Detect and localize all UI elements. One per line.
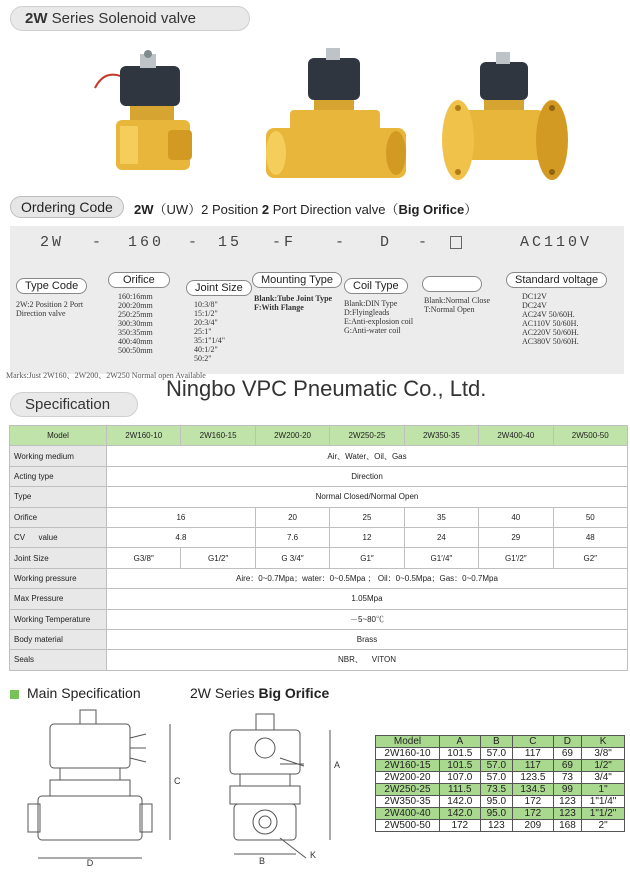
dim-cell: 123 bbox=[480, 820, 513, 832]
dim-cell: 99 bbox=[553, 784, 582, 796]
spec-header-cell: 2W250-25 bbox=[330, 426, 404, 446]
code-dash: - bbox=[188, 234, 201, 251]
green-square-icon bbox=[10, 690, 19, 699]
ordering-part3: 2 bbox=[261, 202, 270, 217]
company-name: Ningbo VPC Pneumatic Co., Ltd. bbox=[166, 376, 487, 401]
code-160: 160 bbox=[128, 234, 165, 251]
spec-row-type bbox=[10, 487, 628, 507]
spec-value: 50 bbox=[553, 507, 627, 527]
note-line: G:Anti-water coil bbox=[344, 326, 401, 335]
dim-cell: 2W160-10 bbox=[376, 748, 440, 760]
dim-header-cell: D bbox=[553, 736, 582, 748]
spec-label: Max Pressure bbox=[10, 589, 107, 609]
spec-value: 35 bbox=[404, 507, 478, 527]
specification-table bbox=[9, 425, 628, 671]
orifice-notes bbox=[118, 292, 153, 355]
spec-label: Working pressure bbox=[10, 568, 107, 588]
big-orifice-title bbox=[190, 685, 329, 701]
code-dash: - bbox=[418, 234, 431, 251]
spec-header-cell: 2W160-10 bbox=[107, 426, 181, 446]
normal-state-notes bbox=[424, 296, 490, 314]
dim-a-label: A bbox=[334, 760, 341, 770]
spec-header-cell: 2W500-50 bbox=[553, 426, 627, 446]
spec-row-acting-type bbox=[10, 466, 628, 486]
spec-value: 25 bbox=[330, 507, 404, 527]
dim-cell: 1" bbox=[582, 784, 625, 796]
dim-row bbox=[376, 760, 625, 772]
dim-cell: 209 bbox=[513, 820, 554, 832]
dim-cell: 2W400-40 bbox=[376, 808, 440, 820]
note-line: Blank:Normal Close bbox=[424, 296, 490, 305]
dim-cell: 1"1/4" bbox=[582, 796, 625, 808]
spec-value: 7.6 bbox=[255, 527, 329, 547]
note-line: 200:20mm bbox=[118, 301, 153, 310]
note-line: 350:35mm bbox=[118, 328, 153, 337]
spec-header-cell: 2W200-20 bbox=[255, 426, 329, 446]
spec-label: Joint Size bbox=[10, 548, 107, 568]
spec-label: Working Temperature bbox=[10, 609, 107, 629]
dim-b-label: B bbox=[258, 856, 266, 866]
note-line: 160:16mm bbox=[118, 292, 153, 301]
dim-cell: 117 bbox=[513, 748, 554, 760]
dim-cell: 57.0 bbox=[480, 772, 513, 784]
note-line: DC12V bbox=[522, 292, 547, 301]
code-d: D bbox=[380, 234, 393, 251]
note-line: DC24V bbox=[522, 301, 547, 310]
note-line: 15:1/2" bbox=[194, 309, 218, 318]
spec-label: CV value bbox=[10, 527, 107, 547]
spec-value: 48 bbox=[553, 527, 627, 547]
dim-row bbox=[376, 820, 625, 832]
ordering-part5: Big Orifice bbox=[398, 202, 465, 217]
note-line: 500:50mm bbox=[118, 346, 153, 355]
valve-photo-flange bbox=[440, 50, 570, 190]
spec-header-cell: Model bbox=[10, 426, 107, 446]
note-line: 2W:2 Position 2 Port bbox=[16, 300, 84, 309]
dim-cell: 168 bbox=[553, 820, 582, 832]
dim-cell: 2W200-20 bbox=[376, 772, 440, 784]
ordering-part6: ） bbox=[464, 202, 478, 217]
spec-label: Orifice bbox=[10, 507, 107, 527]
code-f: -F bbox=[272, 234, 297, 251]
spec-label: Type bbox=[10, 487, 107, 507]
note-line: 400:40mm bbox=[118, 337, 153, 346]
dim-k-label: K bbox=[310, 850, 317, 860]
dim-cell: 142.0 bbox=[440, 808, 481, 820]
dim-cell: 1/2" bbox=[582, 760, 625, 772]
spec-value: G3/8″ bbox=[107, 548, 181, 568]
note-line: 10:3/8" bbox=[194, 300, 218, 309]
valve-photo-small bbox=[90, 48, 220, 188]
spec-row-working-temperature bbox=[10, 609, 628, 629]
spec-label: Acting type bbox=[10, 466, 107, 486]
spec-row-orifice bbox=[10, 507, 628, 527]
dim-cell: 117 bbox=[513, 760, 554, 772]
dim-row bbox=[376, 748, 625, 760]
dim-cell: 123.5 bbox=[513, 772, 554, 784]
specification-title: Specification bbox=[10, 392, 138, 417]
dim-row bbox=[376, 784, 625, 796]
dim-cell: 73.5 bbox=[480, 784, 513, 796]
spec-value: 1.05Mpa bbox=[107, 589, 628, 609]
dim-header-cell: B bbox=[480, 736, 513, 748]
note-line: 50:2" bbox=[194, 354, 212, 363]
valve-photo-medium bbox=[260, 48, 410, 188]
spec-value: G1″ bbox=[330, 548, 404, 568]
ordering-part1: 2W bbox=[134, 202, 154, 217]
dim-cell: 172 bbox=[440, 820, 481, 832]
dim-row bbox=[376, 796, 625, 808]
spec-value: Normal Closed/Normal Open bbox=[107, 487, 628, 507]
note-line: 250:25mm bbox=[118, 310, 153, 319]
tag-joint-size: Joint Size bbox=[186, 280, 252, 296]
dim-d-label: D bbox=[86, 858, 94, 868]
spec-header-cell: 2W350-35 bbox=[404, 426, 478, 446]
spec-value: Brass bbox=[107, 629, 628, 649]
ordering-code-line bbox=[10, 196, 620, 218]
dim-cell: 1"1/2" bbox=[582, 808, 625, 820]
spec-row-seals bbox=[10, 650, 628, 670]
ordering-code-breakdown bbox=[10, 226, 624, 374]
spec-row-working-medium bbox=[10, 446, 628, 466]
note-line: T:Normal Open bbox=[424, 305, 475, 314]
voltage-notes bbox=[522, 292, 579, 346]
dim-row bbox=[376, 772, 625, 784]
dim-cell: 101.5 bbox=[440, 760, 481, 772]
note-line: AC220V 50/60H. bbox=[522, 328, 579, 337]
spec-value: G1′/2″ bbox=[479, 548, 553, 568]
main-spec-title bbox=[10, 685, 141, 701]
dimension-table bbox=[375, 735, 625, 832]
dim-cell: 172 bbox=[513, 808, 554, 820]
note-line: AC110V 50/60H. bbox=[522, 319, 579, 328]
dim-cell: 172 bbox=[513, 796, 554, 808]
note-line: 35:1"1/4" bbox=[194, 336, 225, 345]
dim-header-cell: A bbox=[440, 736, 481, 748]
dim-cell: 123 bbox=[553, 796, 582, 808]
dim-cell: 57.0 bbox=[480, 748, 513, 760]
note-line: 25:1" bbox=[194, 327, 212, 336]
tag-standard-voltage: Standard voltage bbox=[506, 272, 607, 288]
tag-coil-type: Coil Type bbox=[344, 278, 408, 294]
spec-value: Air、Water、Oil、Gas bbox=[107, 446, 628, 466]
spec-label: Seals bbox=[10, 650, 107, 670]
spec-row-max-pressure bbox=[10, 589, 628, 609]
spec-label: Body material bbox=[10, 629, 107, 649]
marks-note: Marks:Just 2W160、2W200、2W250 Normal open Available bbox=[6, 371, 206, 380]
note-line: AC380V 50/60H. bbox=[522, 337, 579, 346]
spec-value: NBR、 VITON bbox=[107, 650, 628, 670]
spec-label: Working medium bbox=[10, 446, 107, 466]
dim-header-cell: C bbox=[513, 736, 554, 748]
code-15: 15 bbox=[218, 234, 243, 251]
dim-cell: 95.0 bbox=[480, 808, 513, 820]
spec-row-cv bbox=[10, 527, 628, 547]
spec-value: 20 bbox=[255, 507, 329, 527]
code-dash: - bbox=[92, 234, 105, 251]
dim-cell: 111.5 bbox=[440, 784, 481, 796]
dim-cell: 2" bbox=[582, 820, 625, 832]
product-photos bbox=[80, 48, 580, 198]
dim-header-cell: Model bbox=[376, 736, 440, 748]
code-voltage: AC110V bbox=[520, 234, 593, 251]
ordering-code-label: Ordering Code bbox=[10, 196, 124, 218]
note-line: AC24V 50/60H. bbox=[522, 310, 575, 319]
dim-cell: 134.5 bbox=[513, 784, 554, 796]
spec-value: 4.8 bbox=[107, 527, 256, 547]
spec-value: 16 bbox=[107, 507, 256, 527]
note-line: 300:30mm bbox=[118, 319, 153, 328]
valve-drawing-front bbox=[20, 708, 180, 868]
spec-row-body-material bbox=[10, 629, 628, 649]
dim-c-label: C bbox=[174, 776, 180, 786]
spec-value: G1/2″ bbox=[181, 548, 255, 568]
mounting-type-notes bbox=[254, 294, 332, 312]
dim-cell: 57.0 bbox=[480, 760, 513, 772]
note-line: 40:1/2" bbox=[194, 345, 218, 354]
dim-cell: 2W250-25 bbox=[376, 784, 440, 796]
spec-header-cell: 2W160-15 bbox=[181, 426, 255, 446]
note-line: E:Anti-explosion coil bbox=[344, 317, 414, 326]
dim-cell: 142.0 bbox=[440, 796, 481, 808]
tag-blank bbox=[422, 276, 482, 292]
dim-cell: 3/8" bbox=[582, 748, 625, 760]
dim-cell: 101.5 bbox=[440, 748, 481, 760]
spec-value: G1′/4″ bbox=[404, 548, 478, 568]
spec-row-working-pressure bbox=[10, 568, 628, 588]
dim-cell: 2W160-15 bbox=[376, 760, 440, 772]
note-line: 20:3/4" bbox=[194, 318, 218, 327]
code-blank-box bbox=[450, 236, 462, 249]
joint-size-notes bbox=[194, 300, 225, 363]
note-line: Blank:DIN Type bbox=[344, 299, 398, 308]
code-2w: 2W bbox=[40, 234, 65, 251]
note-line: Blank:Tube Joint Type bbox=[254, 294, 333, 303]
note-line: Direction valve bbox=[16, 309, 66, 318]
note-line: F:With Flange bbox=[254, 303, 304, 312]
dim-cell: 73 bbox=[553, 772, 582, 784]
note-line: D:Flyingleads bbox=[344, 308, 390, 317]
spec-header-row bbox=[10, 426, 628, 446]
series-suffix: Series Solenoid valve bbox=[47, 10, 196, 27]
ordering-code-description bbox=[134, 199, 477, 218]
dim-cell: 95.0 bbox=[480, 796, 513, 808]
dim-cell: 69 bbox=[553, 748, 582, 760]
dim-cell: 3/4" bbox=[582, 772, 625, 784]
spec-value: －5~80℃ bbox=[107, 609, 628, 629]
dim-cell: 69 bbox=[553, 760, 582, 772]
dim-header-row bbox=[376, 736, 625, 748]
spec-row-joint-size bbox=[10, 548, 628, 568]
tag-type-code: Type Code bbox=[16, 278, 87, 294]
valve-drawing-side bbox=[210, 708, 360, 868]
ordering-part4: Port Direction valve（ bbox=[269, 202, 399, 217]
dim-header-cell: K bbox=[582, 736, 625, 748]
dim-row bbox=[376, 808, 625, 820]
dim-cell: 123 bbox=[553, 808, 582, 820]
spec-value: Direction bbox=[107, 466, 628, 486]
spec-value: 40 bbox=[479, 507, 553, 527]
type-code-notes bbox=[16, 300, 83, 318]
dim-cell: 2W350-35 bbox=[376, 796, 440, 808]
dim-cell: 2W500-50 bbox=[376, 820, 440, 832]
page-title bbox=[10, 6, 250, 31]
tag-orifice: Orifice bbox=[108, 272, 170, 288]
spec-value: G2″ bbox=[553, 548, 627, 568]
spec-header-cell: 2W400-40 bbox=[479, 426, 553, 446]
series-prefix: 2W bbox=[25, 10, 48, 27]
spec-value: 29 bbox=[479, 527, 553, 547]
spec-value: 24 bbox=[404, 527, 478, 547]
big-orifice-bold: Big Orifice bbox=[258, 685, 330, 701]
main-spec-title-text: Main Specification bbox=[27, 685, 141, 701]
dim-cell: 107.0 bbox=[440, 772, 481, 784]
spec-value: G 3/4″ bbox=[255, 548, 329, 568]
code-dash: - bbox=[335, 234, 348, 251]
spec-value: 12 bbox=[330, 527, 404, 547]
coil-type-notes bbox=[344, 299, 413, 335]
tag-mounting-type: Mounting Type bbox=[252, 272, 342, 288]
big-orifice-prefix: 2W Series bbox=[190, 685, 259, 701]
ordering-part2: （UW）2 Position bbox=[153, 202, 262, 217]
spec-value: Aire：0~0.7Mpa；water：0~0.5Mpa ； Oil：0~0.5Mpa；Gas：0~0.7Mpa bbox=[107, 568, 628, 588]
